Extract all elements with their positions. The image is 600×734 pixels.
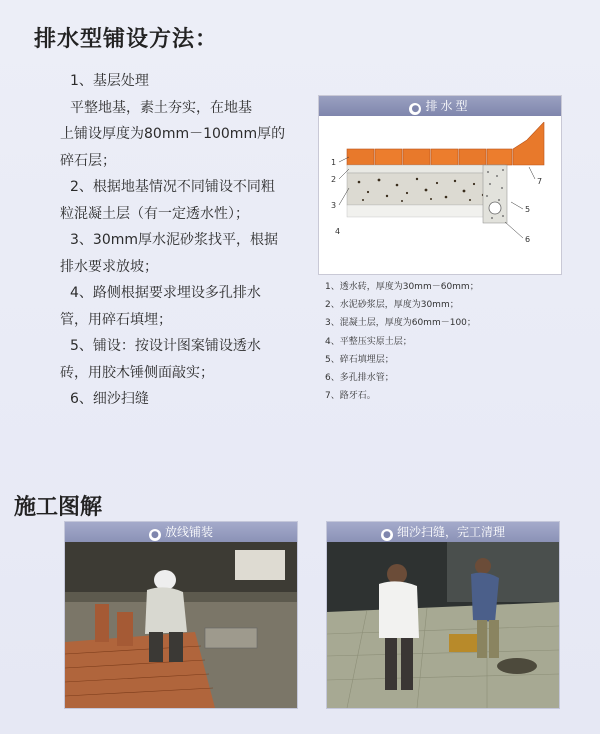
diagram-label-2: 2: [331, 175, 337, 184]
step-3-head: 3、30mm厚水泥砂浆找平，根据: [70, 232, 278, 248]
photo-caption-cleanup: [327, 522, 559, 542]
legend-item-5: 5、碎石填埋层；: [325, 354, 394, 365]
steps-list: [60, 68, 300, 413]
legend-item-7: 7、路牙石。: [325, 391, 376, 402]
diagram-label-5: 5: [525, 205, 531, 214]
diagram-label-7: 7: [537, 177, 543, 186]
photo-card-cleanup: [326, 521, 560, 709]
diagram-legend: [325, 278, 479, 405]
soil-layer: [347, 205, 505, 217]
photo-caption-laying-text: 放线铺装: [164, 525, 213, 539]
diagram-label-6: 6: [525, 235, 531, 244]
diagram-header: [319, 96, 561, 116]
photo-caption-laying: [65, 522, 297, 542]
mortar-layer: [347, 165, 505, 173]
step-3-line-1: 排水要求放坡；: [60, 258, 158, 275]
photo-sweeping-sand: [327, 542, 559, 708]
step-6-head: 6、细沙扫缝: [70, 391, 149, 407]
bullet-icon: ●: [381, 529, 393, 541]
step-1-line-1: 平整地基，素土夯实，在地基: [70, 99, 252, 116]
step-5-line-1: 砖，用胶木锤侧面敲实；: [60, 364, 214, 381]
diagram-label-4: 4: [335, 227, 341, 236]
step-1-line-3: 碎石层；: [60, 152, 116, 169]
step-2-head: 2、根据地基情况不同铺设不同粗: [70, 179, 275, 195]
section-title: 施工图解: [14, 495, 103, 520]
legend-item-2: 2、水泥砂浆层，厚度为30mm；: [325, 300, 459, 311]
legend-item-6: 6、多孔排水管；: [325, 373, 394, 384]
step-5-head: 5、铺设：按设计图案铺设透水: [70, 338, 261, 354]
photo-caption-cleanup-text: 细沙扫缝，完工清理: [396, 525, 505, 539]
drain-pipe: [489, 202, 501, 214]
step-4-head: 4、路侧根据要求埋设多孔排水: [70, 285, 261, 301]
step-2-line-1: 粒混凝土层（有一定透水性）；: [60, 205, 249, 222]
page-title: 排水型铺设方法：: [34, 27, 219, 52]
legend-item-1: 1、透水砖，厚度为30mm－60mm；: [325, 282, 479, 292]
bullet-icon: ●: [149, 529, 161, 541]
bullet-icon: ●: [409, 103, 421, 115]
paving-cross-section: [327, 122, 553, 268]
photo-laying-bricks: [65, 542, 297, 708]
photo-card-laying: [64, 521, 298, 709]
curb-stone: [513, 122, 544, 165]
diagram-label-3: 3: [331, 201, 337, 210]
diagram-label-1: 1: [331, 158, 337, 167]
legend-item-3: 3、混凝土层，厚度为60mm－100；: [325, 318, 476, 329]
brick-layer: [347, 149, 512, 165]
step-1-line-2: 上铺设厚度为80mm－100mm厚的: [60, 126, 286, 142]
step-1-head: 1、基层处理: [70, 73, 149, 89]
diagram-header-label: 排水型: [425, 99, 471, 113]
step-4-line-1: 管，用碎石填埋；: [60, 311, 172, 328]
diagram-panel: [318, 95, 562, 275]
legend-item-4: 4、平整压实原土层；: [325, 336, 412, 347]
